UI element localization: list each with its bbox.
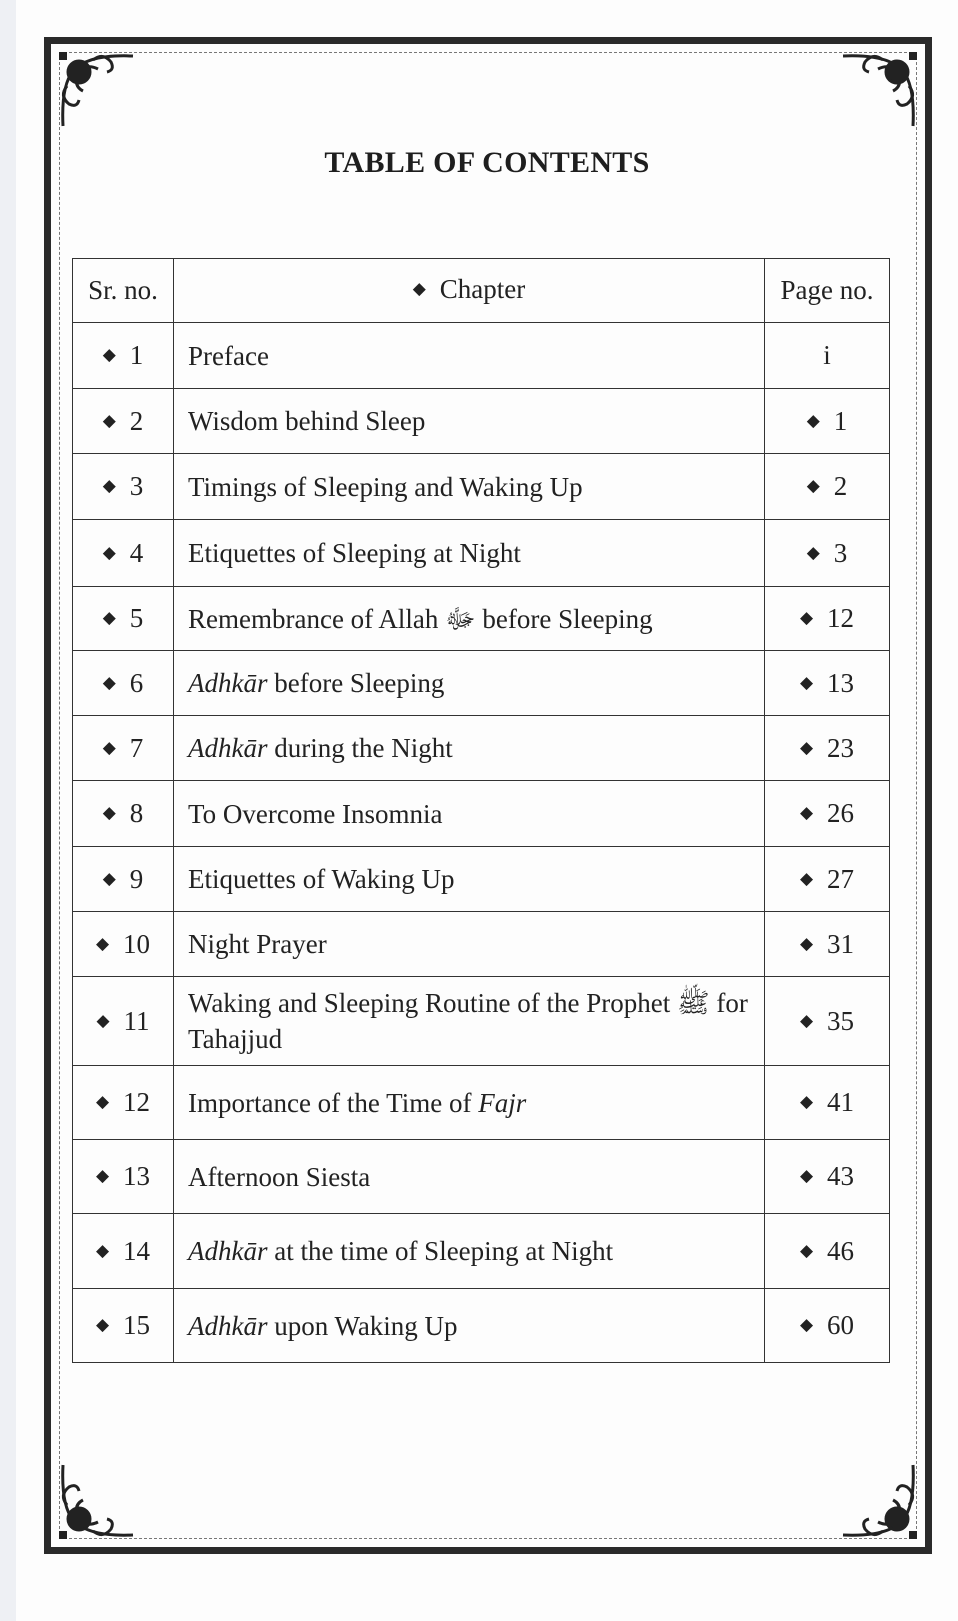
diamond-bullet-icon: ◆ (96, 1010, 110, 1030)
diamond-bullet-icon: ◆ (799, 672, 814, 692)
table-row (73, 847, 890, 912)
diamond-bullet-icon: ◆ (102, 737, 116, 757)
page-cell: ◆ 2 (765, 454, 890, 520)
table-row (73, 912, 890, 977)
page-cell: ◆ 46 (765, 1214, 890, 1289)
diamond-bullet-icon: ◆ (102, 803, 116, 822)
diamond-bullet-icon: ◆ (102, 868, 116, 888)
diamond-bullet-icon: ◆ (102, 542, 116, 562)
page-cell: ◆ 1 (765, 389, 890, 454)
diamond-bullet-icon: ◆ (799, 933, 814, 953)
serial-cell: ◆ 13 (73, 1140, 174, 1214)
chapter-cell: Adhkār upon Waking Up (174, 1289, 765, 1363)
chapter-cell: Etiquettes of Sleeping at Night (174, 520, 765, 587)
diamond-bullet-icon: ◆ (102, 410, 116, 430)
table-row (73, 323, 890, 389)
ornament-corner-icon (833, 1455, 923, 1545)
diamond-bullet-icon: ◆ (799, 803, 814, 822)
chapter-cell: Wisdom behind Sleep (174, 389, 765, 454)
table-row (73, 1066, 890, 1140)
chapter-cell: Waking and Sleeping Routine of the Prophet ﷺ for Tahajjud (174, 977, 765, 1066)
chapter-cell: Night Prayer (174, 912, 765, 977)
page-title: TABLE OF CONTENTS (324, 146, 650, 179)
diamond-bullet-icon: ◆ (95, 1166, 110, 1185)
serial-cell: ◆ 4 (73, 520, 174, 587)
page-cell: ◆ 27 (765, 847, 890, 912)
page-cell: ◆ 43 (765, 1140, 890, 1214)
page-cell: ◆ 31 (765, 912, 890, 977)
chapter-cell: Preface (174, 323, 765, 389)
contents-table (72, 258, 890, 1363)
page-cell: ◆ 13 (765, 651, 890, 716)
diamond-bullet-icon: ◆ (799, 1166, 814, 1185)
diamond-bullet-icon: ◆ (799, 1240, 814, 1260)
diamond-bullet-icon: ◆ (95, 1315, 110, 1334)
diamond-bullet-icon: ◆ (95, 1092, 110, 1111)
diamond-bullet-icon: ◆ (412, 278, 426, 298)
table-row (73, 389, 890, 454)
serial-cell: ◆ 15 (73, 1289, 174, 1363)
header-chapter: ◆ Chapter (174, 259, 765, 323)
ornament-corner-icon (833, 46, 923, 136)
serial-cell: ◆ 3 (73, 454, 174, 520)
table-row (73, 1140, 890, 1214)
table-row (73, 977, 890, 1066)
diamond-bullet-icon: ◆ (799, 737, 814, 757)
serial-cell: ◆ 7 (73, 716, 174, 781)
diamond-bullet-icon: ◆ (102, 672, 116, 692)
serial-cell: ◆ 2 (73, 389, 174, 454)
header-sr: Sr. no. (73, 259, 174, 323)
chapter-cell: Adhkār at the time of Sleeping at Night (174, 1214, 765, 1289)
table-row (73, 587, 890, 651)
serial-cell: ◆ 1 (73, 323, 174, 389)
page-cell: ◆ 3 (765, 520, 890, 587)
chapter-cell: Timings of Sleeping and Waking Up (174, 454, 765, 520)
table-row (73, 781, 890, 847)
page-cell: i (765, 323, 890, 389)
chapter-cell: Etiquettes of Waking Up (174, 847, 765, 912)
diamond-bullet-icon: ◆ (799, 868, 814, 888)
table-row (73, 651, 890, 716)
chapter-cell: Adhkār before Sleeping (174, 651, 765, 716)
page-cell: ◆ 23 (765, 716, 890, 781)
chapter-cell: Afternoon Siesta (174, 1140, 765, 1214)
chapter-cell: To Overcome Insomnia (174, 781, 765, 847)
diamond-bullet-icon: ◆ (102, 476, 116, 495)
serial-cell: ◆ 11 (73, 977, 174, 1066)
serial-cell: ◆ 8 (73, 781, 174, 847)
page-cell: ◆ 26 (765, 781, 890, 847)
ornament-corner-icon (53, 46, 143, 136)
table-row (73, 1214, 890, 1289)
diamond-bullet-icon: ◆ (806, 542, 820, 562)
ornament-corner-icon (53, 1455, 143, 1545)
serial-cell: ◆ 10 (73, 912, 174, 977)
table-row (73, 716, 890, 781)
header-page: Page no. (765, 259, 890, 323)
diamond-bullet-icon: ◆ (806, 410, 820, 430)
page-cell: ◆ 35 (765, 977, 890, 1066)
serial-cell: ◆ 6 (73, 651, 174, 716)
table-row (73, 520, 890, 587)
diamond-bullet-icon: ◆ (95, 933, 110, 953)
diamond-bullet-icon: ◆ (799, 608, 814, 627)
diamond-bullet-icon: ◆ (806, 476, 820, 495)
diamond-bullet-icon: ◆ (102, 345, 116, 364)
serial-cell: ◆ 14 (73, 1214, 174, 1289)
serial-cell: ◆ 12 (73, 1066, 174, 1140)
page-cell: ◆ 60 (765, 1289, 890, 1363)
table-header-row (73, 259, 890, 323)
serial-cell: ◆ 5 (73, 587, 174, 651)
document-page (16, 0, 958, 1621)
diamond-bullet-icon: ◆ (95, 1240, 110, 1260)
table-row (73, 454, 890, 520)
diamond-bullet-icon: ◆ (799, 1092, 814, 1111)
diamond-bullet-icon: ◆ (799, 1010, 814, 1030)
diamond-bullet-icon: ◆ (102, 608, 116, 627)
page-cell: ◆ 12 (765, 587, 890, 651)
page-cell: ◆ 41 (765, 1066, 890, 1140)
table-row (73, 1289, 890, 1363)
serial-cell: ◆ 9 (73, 847, 174, 912)
chapter-cell: Importance of the Time of Fajr (174, 1066, 765, 1140)
chapter-cell: Remembrance of Allah ﷻ before Sleeping (174, 587, 765, 651)
chapter-cell: Adhkār during the Night (174, 716, 765, 781)
diamond-bullet-icon: ◆ (799, 1315, 814, 1334)
